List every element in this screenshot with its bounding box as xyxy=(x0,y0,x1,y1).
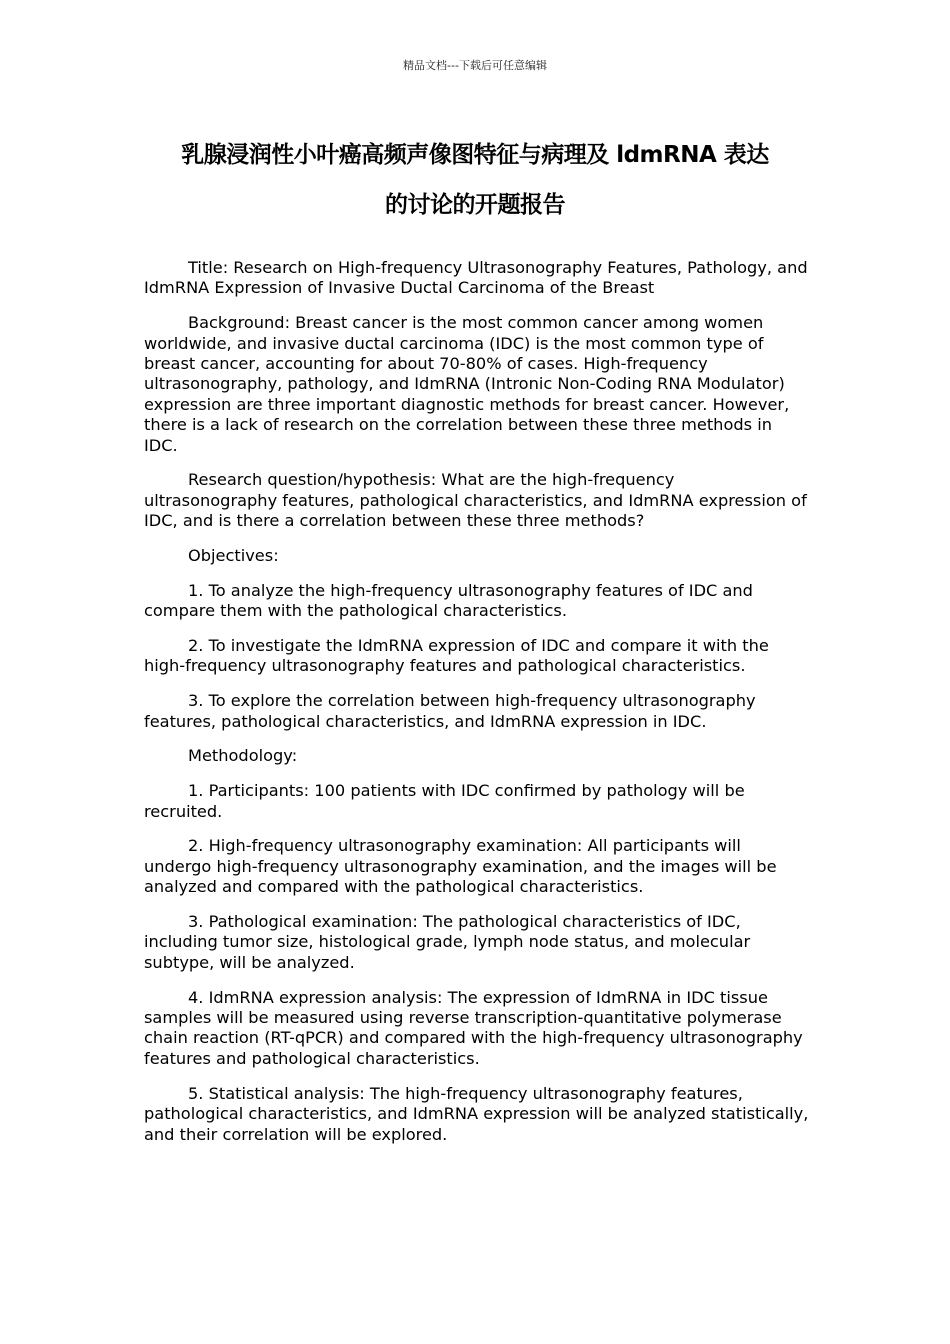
objective-item: 1. To analyze the high-frequency ultrasonography features of IDC and compare them with the pathological characteristics. xyxy=(144,580,753,621)
methodology-item: 1. Participants: 100 patients with IDC confirmed by pathology will be recruited. xyxy=(144,781,745,821)
document-body xyxy=(144,258,809,1159)
methodology-item: 4. IdmRNA expression analysis: The expression of IdmRNA in IDC tissue samples will be measured using reverse transcription-quantitative polymerase chain reaction (RT-qPCR) and compared with the high-frequency ultrasonography features and pathological characteristics. xyxy=(144,987,803,1068)
paragraph-research-question: Research question/hypothesis: What are the high-frequency ultrasonography features, pathological characteristics, and IdmRNA expression of IDC, and is there a correlation between these three methods? xyxy=(144,470,807,531)
paragraph-background: Background: Breast cancer is the most common cancer among women worldwide, and invasive ductal carcinoma (IDC) is the most common type of breast cancer, accounting for about 70-80% of cases. High-frequency ultrasonography, pathology, and IdmRNA (Intronic Non-Coding RNA Modulator) expression are three important diagnostic methods for breast cancer. However, there is a lack of research on the correlation between these three methods in IDC. xyxy=(144,313,790,455)
heading-objectives: Objectives: xyxy=(188,546,279,566)
title-line-1: 乳腺浸润性小叶癌高频声像图特征与病理及 ldmRNA 表达 xyxy=(181,142,769,168)
page-title xyxy=(120,130,830,230)
heading-methodology: Methodology: xyxy=(188,746,298,766)
objective-item: 3. To explore the correlation between high-frequency ultrasonography features, pathological characteristics, and IdmRNA expression in IDC. xyxy=(144,691,756,731)
paragraph-title: Title: Research on High-frequency Ultrasonography Features, Pathology, and IdmRNA Expression of Invasive Ductal Carcinoma of the Breast xyxy=(144,258,808,298)
title-line-2: 的讨论的开题报告 xyxy=(385,192,565,218)
methodology-item: 3. Pathological examination: The pathological characteristics of IDC, including tumor size, histological grade, lymph node status, and molecular subtype, will be analyzed. xyxy=(144,912,751,972)
objective-item: 2. To investigate the IdmRNA expression of IDC and compare it with the high-frequency ultrasonography features and pathological characteristics. xyxy=(144,636,769,676)
header-note: 精品文档---下载后可任意编辑 xyxy=(403,59,547,72)
methodology-item: 5. Statistical analysis: The high-frequency ultrasonography features, pathological characteristics, and IdmRNA expression will be analyzed statistically, and their correlation will be explored. xyxy=(144,1083,809,1144)
methodology-item: 2. High-frequency ultrasonography examination: All participants will undergo high-frequency ultrasonography examination, and the images will be analyzed and compared with the pathological characteristics. xyxy=(144,836,777,897)
